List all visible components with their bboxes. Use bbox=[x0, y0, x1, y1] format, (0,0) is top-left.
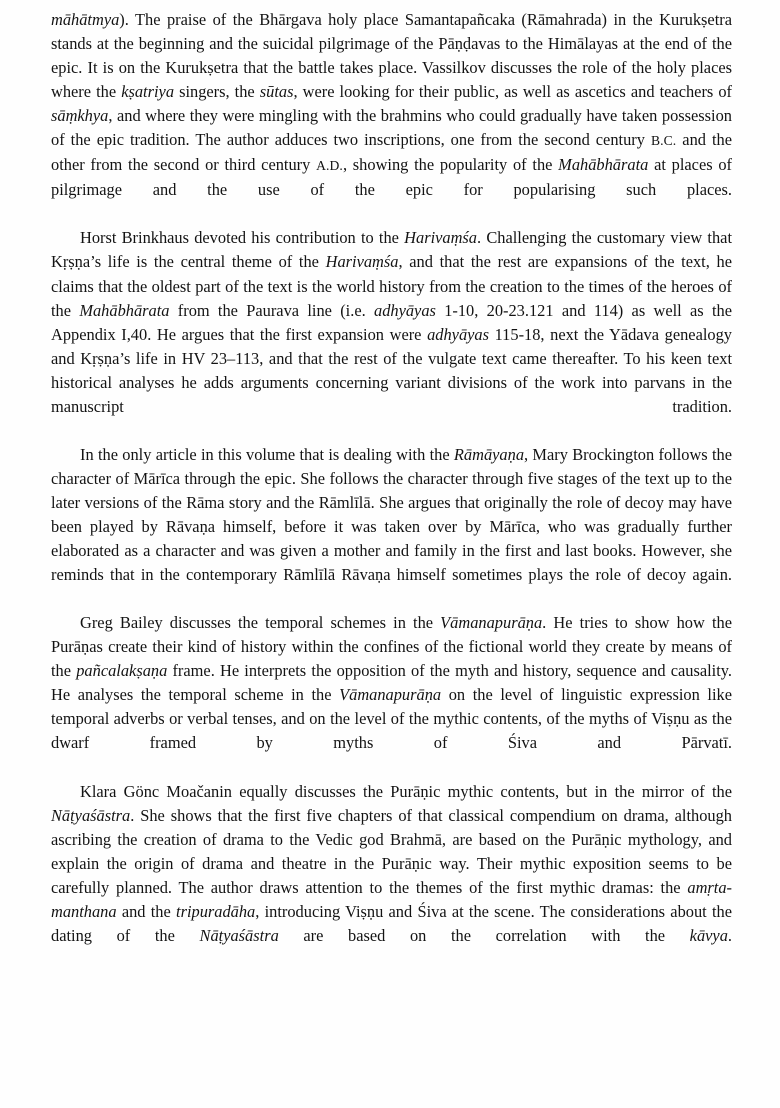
text-run: from the Paurava line (i.e. bbox=[169, 300, 374, 320]
italic-term: Harivaṃśa bbox=[325, 252, 399, 272]
italic-term: sūtas bbox=[259, 82, 294, 102]
text-run: and the bbox=[116, 901, 177, 921]
text-run: , and where they were mingling with the brahmins who could gradually have taken possession of the epic tradition. The author adduces two inscriptions, one from the second century bbox=[51, 106, 732, 150]
italic-term: pañcalakṣaṇa bbox=[76, 661, 168, 681]
text-run: are based on the correlation with the bbox=[278, 925, 690, 945]
italic-term: sāṃkhya bbox=[51, 106, 109, 126]
text-run: . Challenging the customary view that Kṛṣṇa’s life is the central theme of the bbox=[51, 228, 732, 272]
text-run: singers, the bbox=[174, 82, 260, 102]
text-run: and the other from the second or third century bbox=[51, 130, 732, 175]
italic-term: kāvya bbox=[689, 925, 728, 945]
text-run: , Mary Brockington follows the character of Mārīca through the epic. She follows the character through five stages of the text up to the later versions of the Rāma story and the Rāmlīlā. She argues that originally the role of decoy may have been played by Rāvaṇa himself, before it was taken over by Mārīca, who was gradually further elaborated as a character and was given a mother and family in the first and last books. However, she reminds that in the contemporary Rāmlīlā Rāvaṇa himself sometimes plays the role of decoy again. bbox=[51, 444, 732, 585]
italic-term: Nāṭyaśāstra bbox=[199, 925, 279, 945]
italic-term: tripuradāha bbox=[176, 901, 256, 921]
text-run: frame. He interprets the opposition of the myth and history, sequence and causality. He analyses the temporal scheme in the bbox=[51, 661, 732, 705]
italic-term: kṣatriya bbox=[121, 82, 175, 102]
paragraph bbox=[51, 611, 732, 779]
text-run: . bbox=[727, 925, 732, 945]
italic-term: Mahābhārata bbox=[558, 155, 649, 175]
text-run: Horst Brinkhaus devoted his contribution to the bbox=[80, 228, 405, 248]
text-run: on the level of linguistic expression like temporal adverbs or verbal tenses, and on the level of the mythic contents, of the myths of Viṣṇu as the dwarf framed by myths of Śiva and Pārvatī. bbox=[51, 685, 732, 753]
paragraph bbox=[51, 780, 732, 972]
text-run: In the only article in this volume that is dealing with the bbox=[80, 444, 454, 464]
italic-term: māhātmya bbox=[51, 10, 120, 29]
text-run: ). The praise of the Bhārgava holy place Samantapañcaka (Rāmahrada) in the Kurukṣetra stands at the beginning and the suicidal pilgrimage of the Pāṇḍavas to the Himālayas at the end of the epic. It is on the Kurukṣetra that the battle takes place. Vassilkov discusses the role of the holy places where the bbox=[51, 10, 732, 102]
italic-term: adhyāyas bbox=[374, 300, 436, 320]
text-run: at places of pilgrimage and the use of the epic for popularising such places. bbox=[51, 155, 733, 200]
text-run: Klara Gönc Moačanin equally discusses the Purāṇic mythic contents, but in the mirror of the bbox=[80, 781, 732, 801]
text-run: , were looking for their public, as well as ascetics and teachers of bbox=[293, 82, 733, 102]
italic-term: Rāmāyaṇa bbox=[453, 444, 525, 464]
italic-term: Mahābhārata bbox=[79, 300, 170, 320]
text-run: Greg Bailey discusses the temporal schemes in the bbox=[80, 613, 441, 633]
italic-term: adhyāyas bbox=[427, 324, 489, 344]
body-text-column bbox=[51, 8, 732, 972]
italic-term: Vāmanapurāṇa bbox=[440, 613, 543, 633]
paragraph bbox=[51, 226, 732, 442]
era-abbreviation: A.D. bbox=[316, 158, 343, 174]
paragraph bbox=[51, 8, 732, 226]
text-run: , and that the rest are expansions of the text, he claims that the oldest part of the text is the world history from the creation to the times of the heroes of the bbox=[51, 252, 732, 320]
paragraph bbox=[51, 443, 732, 611]
italic-term: Harivaṃśa bbox=[404, 228, 478, 248]
text-run: . He tries to show how the Purāṇas create their kind of history within the confines of the fictional world they create by means of the bbox=[51, 613, 732, 681]
italic-term: Nāṭyaśāstra bbox=[51, 805, 131, 825]
text-run: , showing the popularity of the bbox=[342, 155, 559, 175]
italic-term: Vāmanapurāṇa bbox=[339, 685, 442, 705]
italic-term: amṛta-manthana bbox=[51, 877, 732, 921]
text-run: . She shows that the first five chapters of that classical compendium on drama, although ascribing the creation of drama to the Vedic god Brahmā, are based on the Purāṇic mythology, and explain the origin of drama and theatre in the Purāṇic way. Their mythic exposition seems to be carefully planned. The author draws attention to the themes of the first mythic dramas: the bbox=[51, 805, 732, 897]
text-run: 1-10, 20-23.121 and 114) as well as the Appendix I,40. He argues that the first expansion were bbox=[51, 300, 732, 344]
era-abbreviation: B.C. bbox=[650, 133, 677, 149]
text-run: 115-18, next the Yādava genealogy and Kṛṣṇa’s life in HV 23–113, and that the rest of the vulgate text came thereafter. To his keen text historical analyses he adds arguments concerning variant divisions of the work into parvans in the manuscript tradition. bbox=[51, 324, 732, 416]
text-run: , introducing Viṣṇu and Śiva at the scene. The considerations about the dating of the bbox=[51, 901, 732, 945]
